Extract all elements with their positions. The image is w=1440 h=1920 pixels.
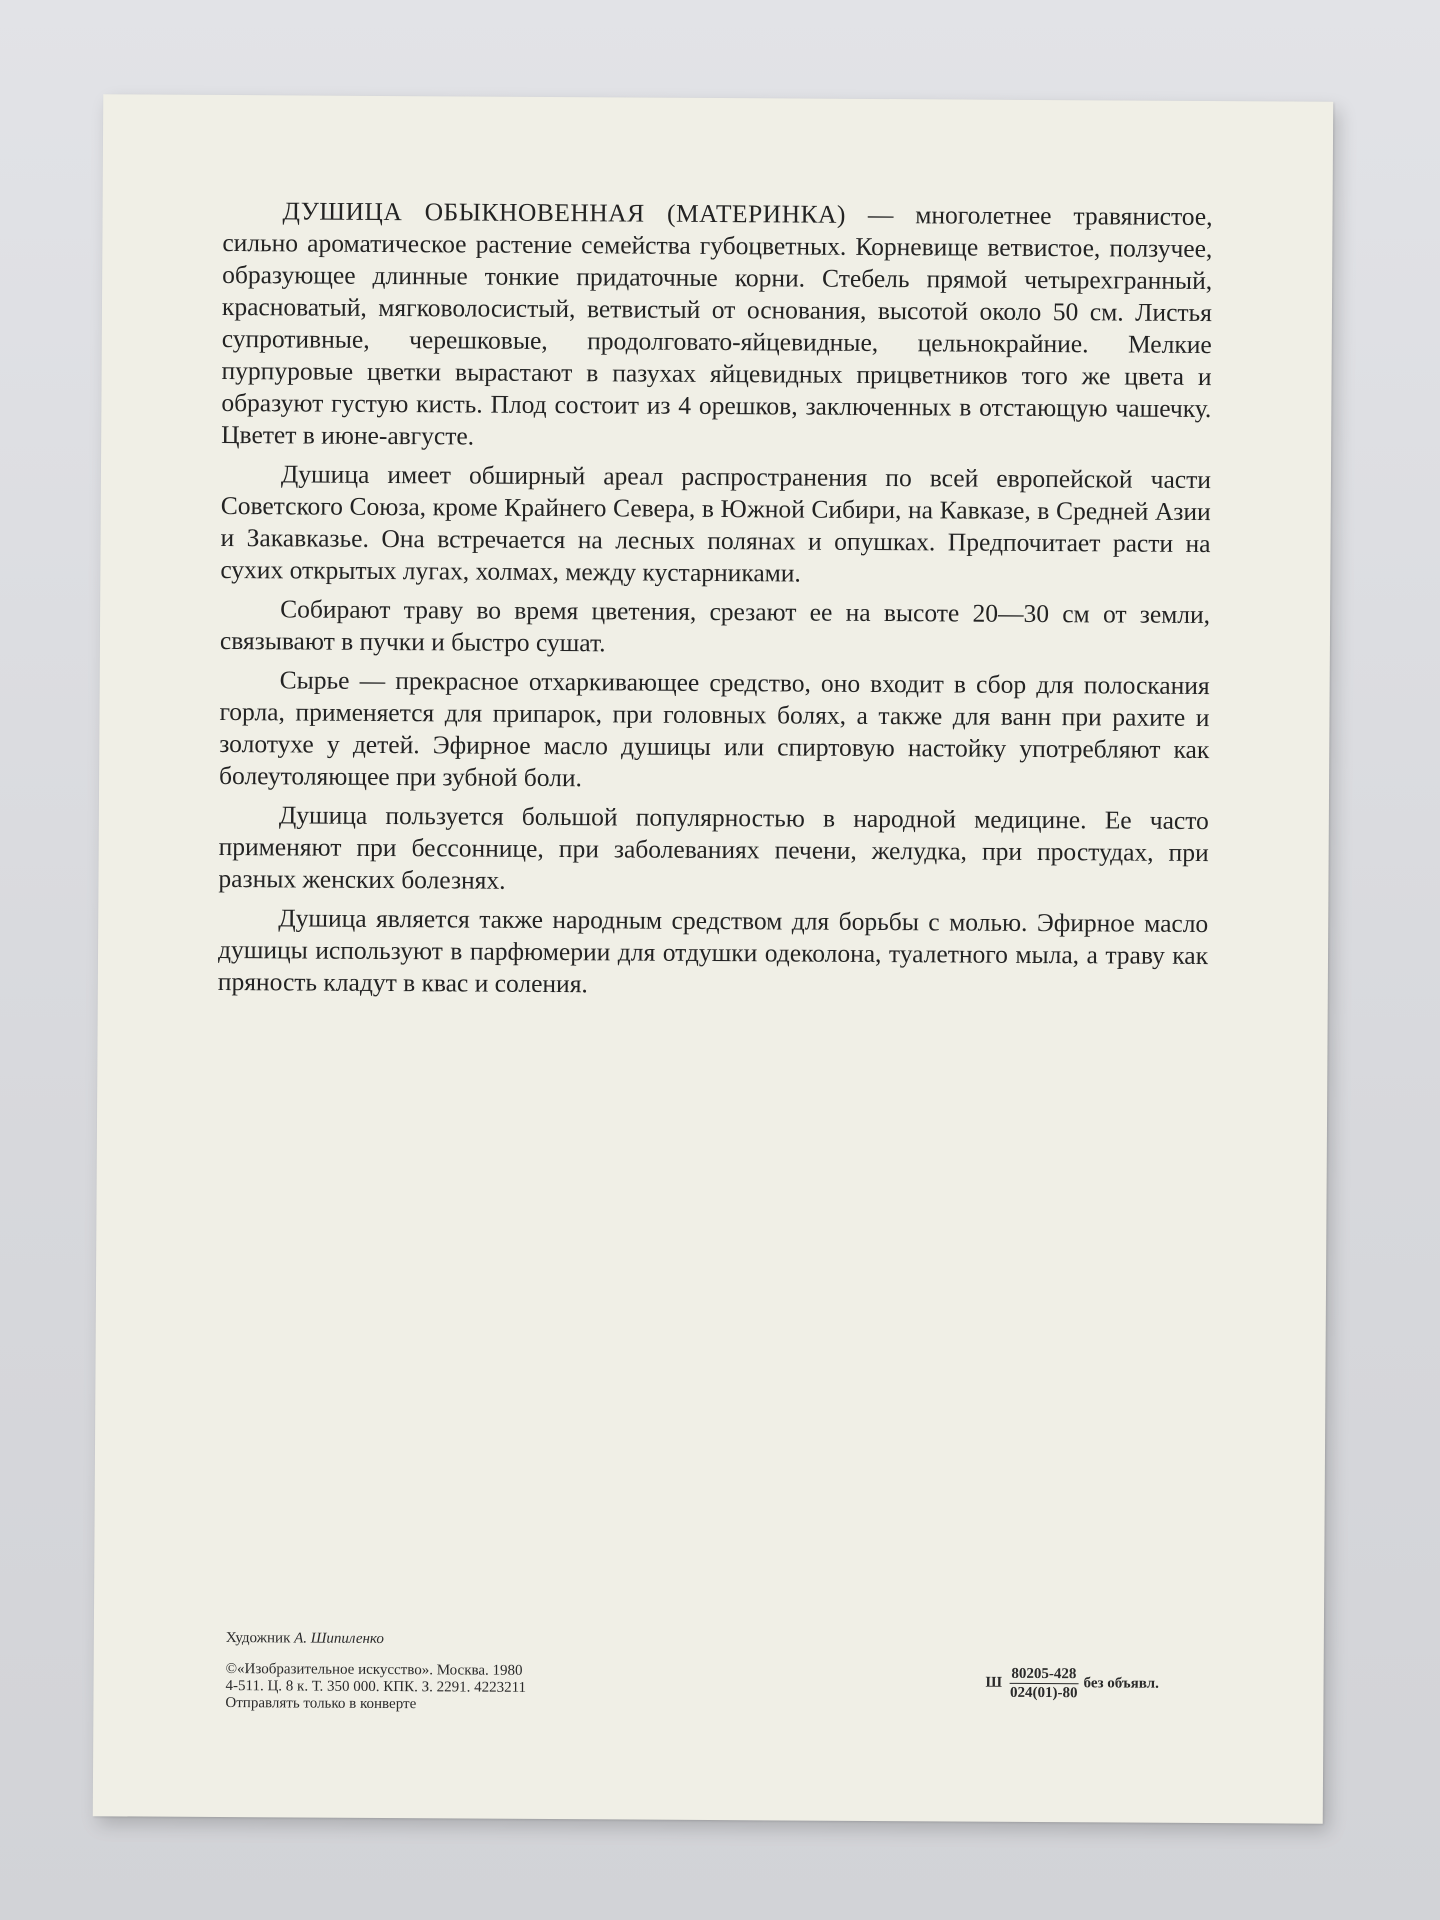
publisher-line: ©«Изобразительное искусство». Москва. 1980 bbox=[225, 1661, 523, 1679]
code-fraction bbox=[1008, 1665, 1080, 1702]
artist-name: А. Шипиленко bbox=[294, 1630, 384, 1648]
postcard-back bbox=[93, 94, 1333, 1823]
code-numerator: 80205-428 bbox=[1009, 1665, 1078, 1684]
code-prefix: Ш bbox=[985, 1674, 1003, 1691]
paragraph-3: Собирают траву во время цветения, срезают ее на высоте 20—30 см от земли, связывают в пучки и быстро сушат. bbox=[219, 594, 1211, 658]
imprint-footer bbox=[225, 1630, 1185, 1718]
paragraph-2: Душица имеет обширный ареал распространения по всей европейской части Советского Союза, кроме Крайнего Севера, в Южной Сибири, на Кавказе, в Средней Азии и Закавказье. Она встречается на лесных полянах и опушках. Предпочитает расти на сухих открытых лугах, холмах, между кустарниками. bbox=[220, 459, 1212, 588]
paragraph-6: Душица является также народным средством для борьбы с молью. Эфирное масло душицы используют в парфюмерии для отдушки одеколона, туалетного мыла, а траву как пряность кладут в квас и соления. bbox=[217, 903, 1209, 999]
article-heading: ДУШИЦА ОБЫКНОВЕННАЯ (МАТЕРИНКА) bbox=[282, 196, 847, 229]
article-text bbox=[218, 195, 1213, 1011]
catalog-code bbox=[985, 1665, 1159, 1703]
artist-label: Художник bbox=[225, 1630, 291, 1647]
paragraph-1 bbox=[221, 195, 1213, 457]
paragraph-1-body: — многолетнее травянистое, сильно ароматическое растение семейства губоцветных. Корневище ветвистое, ползучее, образующее длинные тонкие придаточные корни. Стебель прямой четырехгранный, красноватый, мягковолосистый, ветвистый от основания, высотой около 50 см. Листья супротивные, черешковые, продолговато-яйцевидные, цельнокрайние. Мелкие пурпуровые цветки вырастают в пазухах яйцевидных прицветников того же цвета и образуют густую кисть. Плод состоит из 4 орешков, заключенных в отстающую чашечку. Цветет в июне-августе. bbox=[221, 199, 1213, 451]
print-line: 4-511. Ц. 8 к. Т. 350 000. КПК. З. 2291. 4223211 bbox=[225, 1678, 527, 1696]
paragraph-4: Сырье — прекрасное отхаркивающее средство, оно входит в сбор для полоскания горла, применяется для припарок, при головных болях, а также для ванн при рахите и золотухе у детей. Эфирное масло душицы или спиртовую настойку употребляют как болеутоляющее при зубной боли. bbox=[219, 665, 1210, 793]
paragraph-5: Душица пользуется большой популярностью в народной медицине. Ее часто применяют при бессоннице, при заболеваниях печени, желудка, при простудах, при разных женских болезнях. bbox=[218, 800, 1209, 895]
mailing-note: Отправлять только в конверте bbox=[225, 1695, 417, 1713]
code-suffix: без объявл. bbox=[1083, 1675, 1159, 1692]
code-denominator: 024(01)-80 bbox=[1009, 1684, 1078, 1702]
artist-credit bbox=[226, 1630, 1186, 1653]
